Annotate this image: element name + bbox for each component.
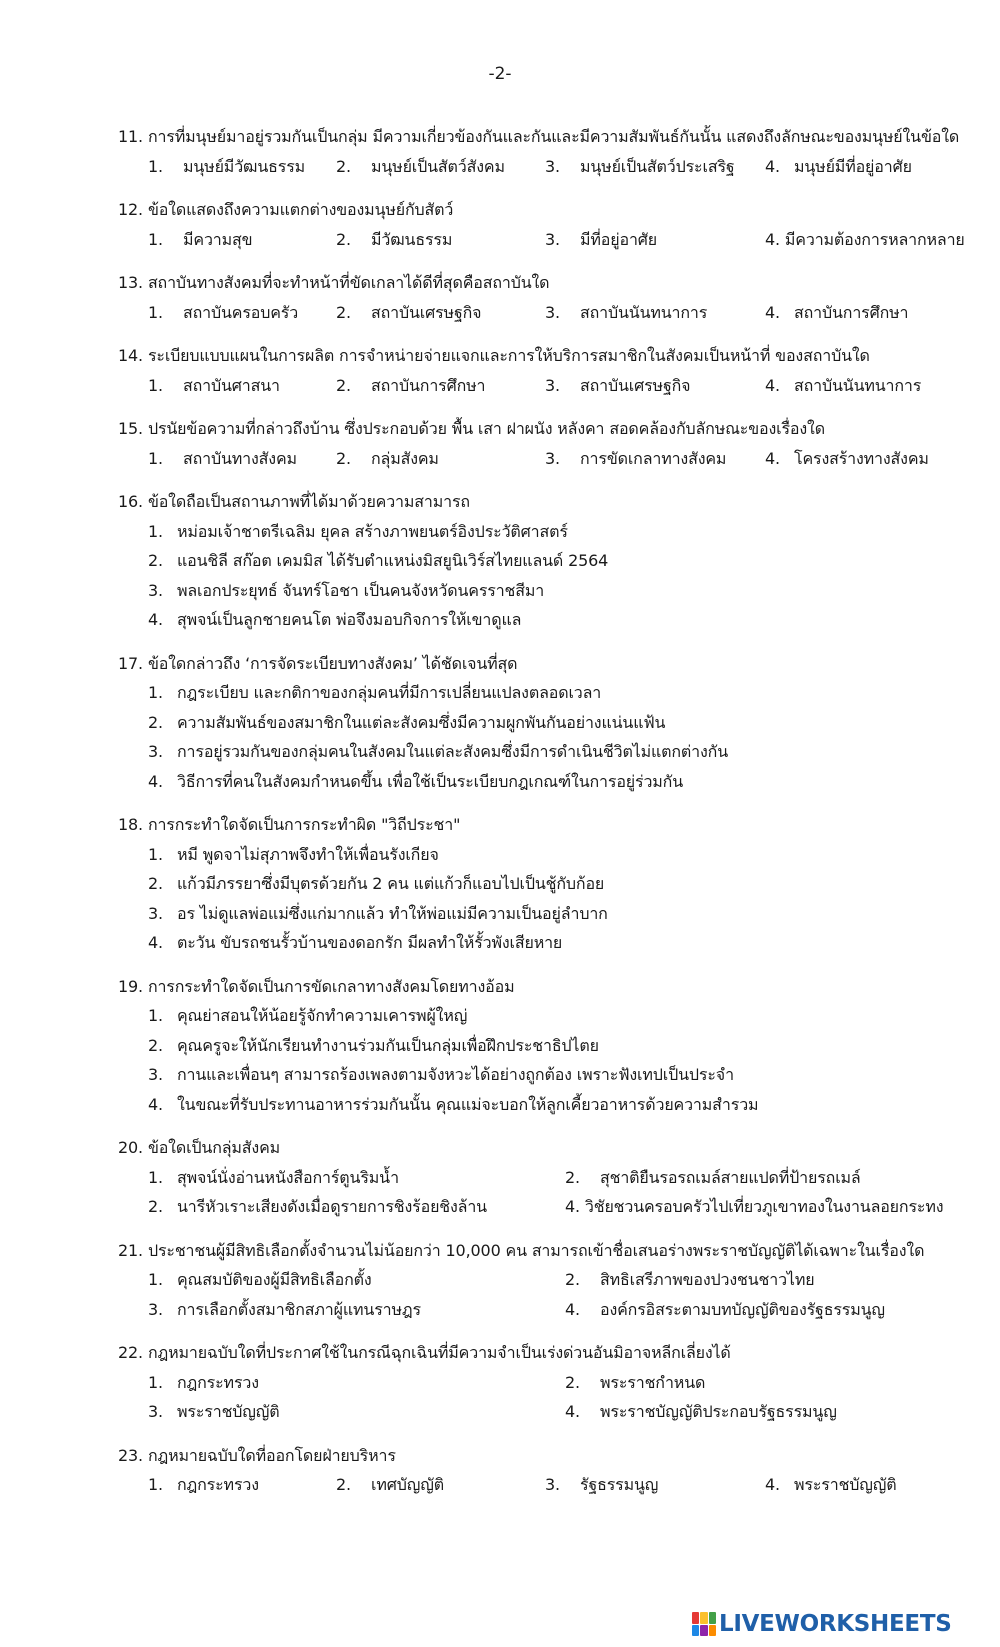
question-20 [118,1133,988,1222]
option-1[interactable]: 1. สุพจน์นั่งอ่านหนังสือการ์ตูนริมน้ำ [148,1167,399,1187]
question-text: ระเบียบแบบแผนในการผลิต การจำหน่ายจ่ายแจกและการให้บริการสมาชิกในสังคมเป็นหน้าที่ ของสถาบันใด [147,346,870,365]
question-number: 14. [118,346,143,365]
question-21 [118,1236,988,1325]
question-15 [118,414,988,473]
option-2[interactable]: 2. มนุษย์เป็นสัตว์สังคม [336,156,505,176]
question-number: 20. [118,1138,143,1157]
option-3[interactable]: 3. การขัดเกลาทางสังคม [545,448,727,468]
liveworksheets-logo[interactable] [692,1610,951,1638]
option-2[interactable]: 2. สถาบันเศรษฐกิจ [336,302,482,322]
option-2[interactable]: 2. กลุ่มสังคม [336,448,439,468]
option-1[interactable]: 1. สถาบันศาสนา [148,375,280,395]
option-1[interactable]: 1. กฎกระทรวง [148,1475,259,1494]
question-text: การที่มนุษย์มาอยู่รวมกันเป็นกลุ่ม มีความเกี่ยวข้องกันและกันและมีความสัมพันธ์กันนั้น แสดงถึงลักษณะของมนุษย์ในข้อใด [147,127,960,146]
option-4[interactable]: 4. วิธีการที่คนในสังคมกำหนดขึ้น เพื่อใช้เป็นระเบียบกฎเกณฑ์ในการอยู่ร่วมกัน [148,771,684,791]
question-16 [118,487,988,635]
question-number: 23. [118,1445,143,1465]
option-2[interactable]: 2. เทศบัญญัติ [336,1475,444,1494]
question-19 [118,972,988,1120]
logo-block [700,1625,707,1637]
option-1[interactable]: 1. คุณย่าสอนให้น้อยรู้จักทำความเคารพผู้ใหญ่ [148,1006,468,1025]
option-4[interactable]: 4. มีความต้องการหลากหลาย [765,229,965,249]
question-17 [118,649,988,797]
option-4[interactable]: 4. ตะวัน ขับรถชนรั้วบ้านของดอกรัก มีผลทำให้รั้วพังเสียหาย [148,933,563,952]
option-3[interactable]: 3. รัฐธรรมนูญ [545,1475,659,1494]
question-14 [118,341,988,400]
option-4[interactable]: 4. ในขณะที่รับประทานอาหารร่วมกันนั้น คุณแม่จะบอกให้ลูกเคี้ยวอาหารด้วยความสำรวม [148,1094,759,1114]
option-3[interactable]: 3. พระราชบัญญัติ [148,1402,280,1421]
option-1[interactable]: 1. มีความสุข [148,229,253,249]
option-3[interactable]: 3. สถาบันเศรษฐกิจ [545,375,691,395]
option-3[interactable]: 3. มนุษย์เป็นสัตว์ประเสริฐ [545,156,735,176]
question-number: 11. [118,127,143,146]
option-1[interactable]: 1. หมี พูดจาไม่สุภาพจึงทำให้เพื่อนรังเกียจ [148,844,439,864]
option-3[interactable]: 3. การอยู่รวมกันของกลุ่มคนในสังคมในแต่ละสังคมซึ่งมีการดำเนินชีวิตไม่แตกต่างกัน [148,742,728,761]
option-1[interactable]: 1. หม่อมเจ้าชาตรีเฉลิม ยุคล สร้างภาพยนตร์อิงประวัติศาสตร์ [148,521,568,541]
question-22 [118,1338,988,1427]
option-4[interactable]: 4. พระราชบัญญัติ [765,1475,897,1494]
question-text: การกระทำใดจัดเป็นการขัดเกลาทางสังคมโดยทางอ้อม [147,976,515,996]
question-text: ข้อใดถือเป็นสถานภาพที่ได้มาด้วยความสามารถ [147,492,470,511]
question-23 [118,1441,988,1500]
question-text: ข้อใดเป็นกลุ่มสังคม [147,1138,281,1157]
question-number: 17. [118,653,143,673]
option-1[interactable]: 1. สถาบันทางสังคม [148,448,297,468]
option-1[interactable]: 1. สถาบันครอบครัว [148,302,299,322]
question-18 [118,810,988,958]
question-text: สถาบันทางสังคมที่จะทำหน้าที่ขัดเกลาได้ดีที่สุดคือสถาบันใด [147,273,550,292]
option-2[interactable]: 2. พระราชกำหนด [565,1372,706,1392]
page-number: -2- [488,64,512,84]
option-2[interactable]: 2. มีวัฒนธรรม [336,229,453,249]
question-12 [118,195,988,254]
option-2[interactable]: 2. ความสัมพันธ์ของสมาชิกในแต่ละสังคมซึ่งมีความผูกพันกันอย่างแน่นแฟ้น [148,712,666,732]
option-3[interactable]: 3. อร ไม่ดูแลพ่อแม่ซึ่งแก่มากแล้ว ทำให้พ่อแม่มีความเป็นอยู่ลำบาก [148,903,608,923]
question-text: ข้อใดกล่าวถึง ‘การจัดระเบียบทางสังคม’ ได้ชัดเจนที่สุด [147,653,518,673]
logo-block [709,1612,716,1624]
question-number: 22. [118,1343,143,1362]
question-list [118,122,988,1514]
option-3[interactable]: 2. นารีหัวเราะเสียงดังเมื่อดูรายการชิงร้อยชิงล้าน [148,1197,487,1216]
option-1[interactable]: 1. มนุษย์มีวัฒนธรรม [148,156,306,176]
option-3[interactable]: 3. กานและเพื่อนๆ สามารถร้องเพลงตามจังหวะได้อย่างถูกต้อง เพราะฟังเทปเป็นประจำ [148,1065,734,1084]
option-1[interactable]: 1. คุณสมบัติของผู้มีสิทธิเลือกตั้ง [148,1270,372,1289]
question-number: 16. [118,492,143,511]
option-1[interactable]: 1. กฎระเบียบ และกติกาของกลุ่มคนที่มีการเปลี่ยนแปลงตลอดเวลา [148,683,602,702]
question-13 [118,268,988,327]
logo-block [692,1625,699,1637]
question-11 [118,122,988,181]
question-text: การกระทำใดจัดเป็นการกระทำผิด "วิถีประชา" [147,815,461,834]
option-4[interactable]: 4. สถาบันการศึกษา [765,302,909,322]
logo-block [692,1612,699,1624]
question-text: กฎหมายฉบับใดที่ออกโดยฝ่ายบริหาร [147,1445,396,1465]
option-4[interactable]: 4. พระราชบัญญัติประกอบรัฐธรรมนูญ [565,1402,837,1421]
question-text: ปรนัยข้อความที่กล่าวถึงบ้าน ซึ่งประกอบด้วย พื้น เสา ฝาผนัง หลังคา สอดคล้องกับลักษณะของเรื่องใด [147,419,825,438]
logo-block [700,1612,707,1624]
option-3[interactable]: 3. การเลือกตั้งสมาชิกสภาผู้แทนราษฎร [148,1299,421,1319]
question-text: กฎหมายฉบับใดที่ประกาศใช้ในกรณีฉุกเฉินที่มีความจำเป็นเร่งด่วนอันมิอาจหลีกเลี่ยงได้ [147,1343,731,1362]
question-number: 18. [118,815,143,834]
option-4[interactable]: 4. วิชัยชวนครอบครัวไปเที่ยวภูเขาทองในงานลอยกระทง [565,1197,944,1216]
option-3[interactable]: 3. พลเอกประยุทธ์ จันทร์โอชา เป็นคนจังหวัดนครราชสีมา [148,580,545,600]
question-number: 13. [118,273,143,292]
option-4[interactable]: 4. มนุษย์มีที่อยู่อาศัย [765,156,912,176]
question-text: ประชาชนผู้มีสิทธิเลือกตั้งจำนวนไม่น้อยกว่า 10,000 คน สามารถเข้าชื่อเสนอร่างพระราชบัญญัติได้เฉพาะในเรื่องใด [147,1240,925,1260]
option-4[interactable]: 4. โครงสร้างทางสังคม [765,448,929,468]
option-2[interactable]: 2. สถาบันการศึกษา [336,375,486,395]
question-number: 15. [118,419,143,438]
option-3[interactable]: 3. มีที่อยู่อาศัย [545,229,658,249]
question-number: 21. [118,1240,143,1260]
option-1[interactable]: 1. กฎกระทรวง [148,1372,259,1392]
question-number: 19. [118,976,143,996]
question-text: ข้อใดแสดงถึงความแตกต่างของมนุษย์กับสัตว์ [147,200,454,219]
logo-block [709,1625,716,1637]
question-number: 12. [118,200,143,219]
option-2[interactable]: 2. สิทธิเสรีภาพของปวงชนชาวไทย [565,1270,815,1289]
option-2[interactable]: 2. สุชาติยืนรอรถเมล์สายแปดที่ป้ายรถเมล์ [565,1167,861,1187]
option-2[interactable]: 2. แอนชิลี สก๊อต เคมมิส ได้รับตำแหน่งมิสยูนิเวิร์สไทยแลนด์ 2564 [148,551,609,570]
option-4[interactable]: 4. สถาบันนันทนาการ [765,375,922,395]
brand-name: LIVEWORKSHEETS [719,1611,952,1637]
liveworksheets-logo-icon [692,1612,716,1636]
option-4[interactable]: 4. องค์กรอิสระตามบทบัญญัติของรัฐธรรมนูญ [565,1299,885,1319]
option-2[interactable]: 2. คุณครูจะให้นักเรียนทำงานร่วมกันเป็นกลุ่มเพื่อฝึกประชาธิปไตย [148,1035,599,1055]
option-3[interactable]: 3. สถาบันนันทนาการ [545,302,708,322]
option-2[interactable]: 2. แก้วมีภรรยาซึ่งมีบุตรด้วยกัน 2 คน แต่แก้วก็แอบไปเป็นชู้กับก้อย [148,874,605,893]
option-4[interactable]: 4. สุพจน์เป็นลูกชายคนโต พ่อจึงมอบกิจการให้เขาดูแล [148,610,522,629]
